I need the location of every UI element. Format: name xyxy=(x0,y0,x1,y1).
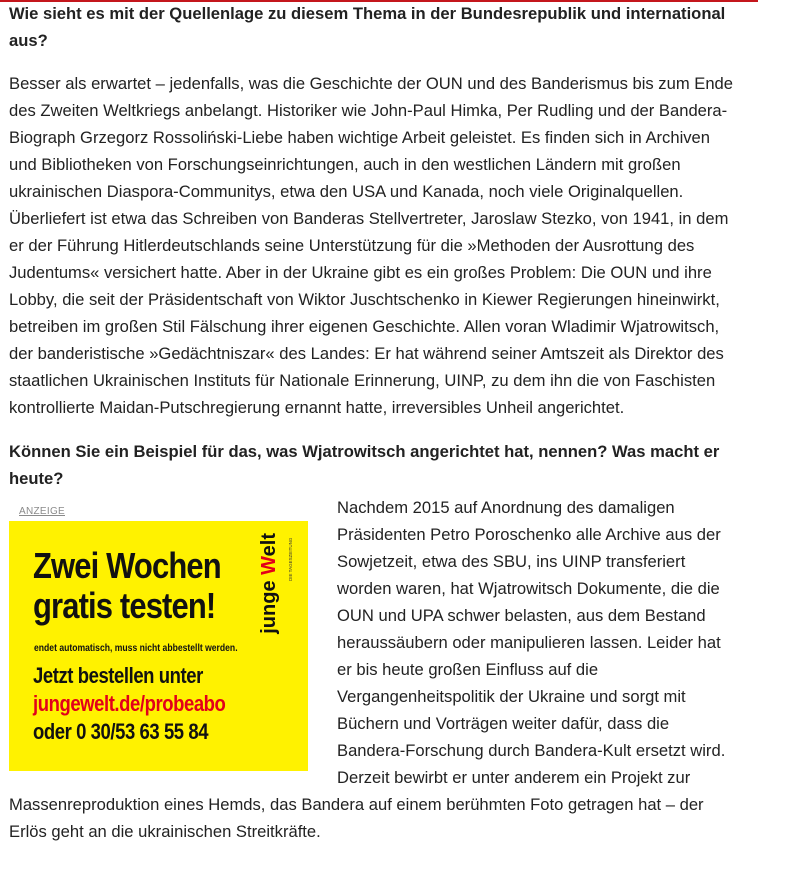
ad-order-text: Jetzt bestellen unter xyxy=(33,663,203,688)
ad-label: ANZEIGE xyxy=(19,506,65,517)
logo-accent: W xyxy=(258,556,280,575)
interview-answer: Nachdem 2015 auf Anordnung des damaligen Präsidenten Petro Poroschenko alle Archive aus der Sowjetzeit, etwa des SBU, ins UINP transferiert worden waren, hat Wjatrowitsch Dokumente, die die OUN und UPA schwer belasten, aus dem Bestand heraussäubern oder manipulieren lassen. Leider hat er bis heute großen Einfluss auf die Vergangenheitspolitik der Ukraine und sorgt mit Büchern und Vorträgen weiter dafür, dass die Bandera-Forschung durch Bandera-Kult ersetzt wird. Derzeit bewirbt er unter anderem ein Projekt zur Massenreproduktion eines Hemds, das Bandera auf einem berühmten Foto getragen hat – der Erlös geht an die ukrainischen Streitkräfte. xyxy=(9,498,726,841)
interview-question: Wie sieht es mit der Quellenlage zu diesem Thema in der Bundesrepublik und international aus? xyxy=(9,4,726,50)
ad-phone: oder 0 30/53 63 55 84 xyxy=(33,719,209,744)
interview-question: Können Sie ein Beispiel für das, was Wjatrowitsch angerichtet hat, nennen? Was macht er heute? xyxy=(9,442,720,488)
ad-headline: Zwei Wochen xyxy=(33,545,221,586)
advertisement[interactable] xyxy=(9,506,309,771)
ad-headline: gratis testen! xyxy=(33,585,216,626)
interview-answer: Besser als erwartet – jedenfalls, was die Geschichte der OUN und des Banderismus bis zum Ende des Zweiten Weltkriegs anbelangt. Historiker wie John-Paul Himka, Per Rudling und der Bandera-Biograph Grzegorz Rossoliński-Liebe haben wichtige Arbeit geleistet. Es finden sich in Archiven und Bibliotheken von Forschungseinrichtungen, auch in den westlichen Ländern mit großen ukrainischen Diaspora-Communitys, etwa den USA und Kanada, noch viele Originalquellen. Überliefert ist etwa das Schreiben von Banderas Stellvertreter, Jaroslaw Stezko, von 1941, in dem er der Führung Hitlerdeutschlands seine Unterstützung für die »Methoden der Ausrottung des Judentums« versichert hatte. Aber in der Ukraine gibt es ein großes Problem: Die OUN und ihre Lobby, die seit der Präsidentschaft von Wiktor Juschtschenko in Kiewer Regierungen hineinwirkt, betreiben im großen Stil Fälschung ihrer eigenen Geschichte. Allen voran Wladimir Wjatrowitsch, der banderistische »Gedächtniszar« des Landes: Er hat während seiner Amtszeit als Direktor des staatlichen Ukrainischen Instituts für Nationale Erinnerung, UINP, zu dem ihn die von Faschisten kontrollierte Maidan-Putschregierung ernannt hatte, irreversibles Unheil angerichtet. xyxy=(9,74,734,417)
logo-main: junge xyxy=(258,574,280,634)
ad-url-link[interactable]: jungewelt.de/probeabo xyxy=(33,691,226,716)
junge-welt-logo xyxy=(257,533,297,653)
logo-tagline: DIE TAGESZEITUNG xyxy=(288,537,293,581)
article-body xyxy=(9,0,734,845)
ad-subline: endet automatisch, muss nicht abbestellt werden. xyxy=(34,643,238,654)
ad-banner[interactable] xyxy=(9,521,308,771)
logo-rest: elt xyxy=(258,533,280,557)
